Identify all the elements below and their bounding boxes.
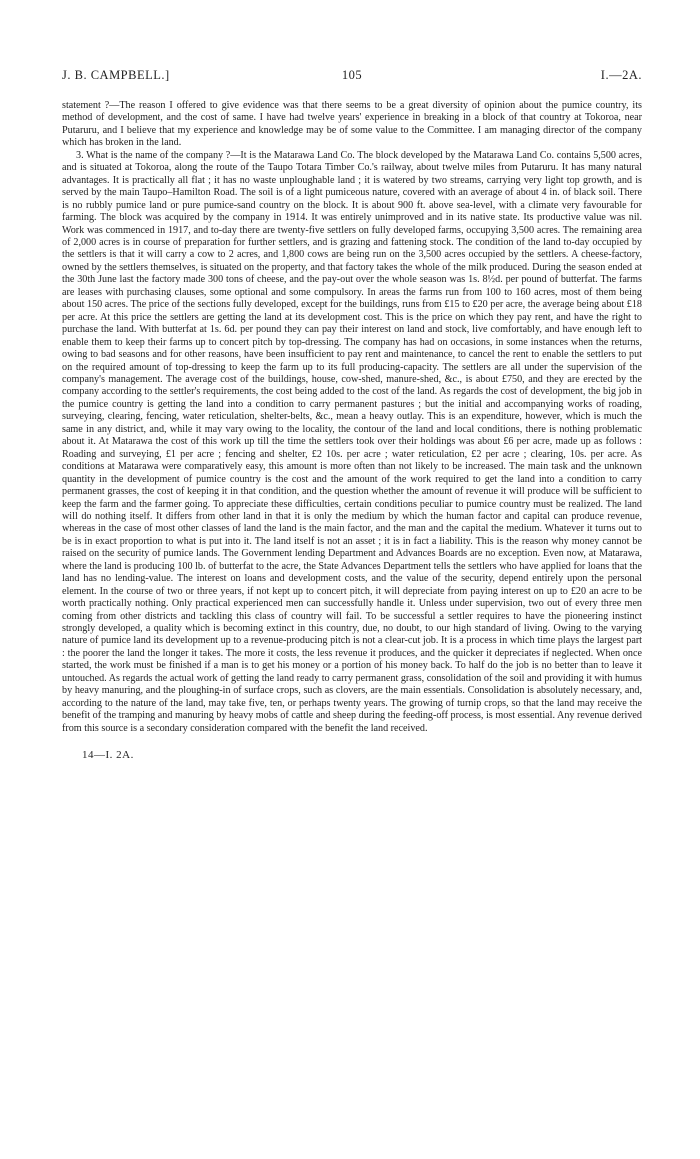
- page-header: [62, 68, 642, 88]
- paragraph-question-3: 3. What is the name of the company ?—It is the Matarawa Land Co. The block developed by the Matarawa Land Co. contains 5,500 acres, and is situated at Tokoroa, along the route of the Taupo Totara Timber Co.'s railway, about twelve miles from Putaruru. It has many natural advantages. It is practically all flat ; it has no waste unploughable land ; it is watered by two streams, carrying very light top growth, and is served by the main Taupo–Hamilton Road. The soil is of a light pumiceous nature, covered with an average of about 4 in. of black soil. There is no rubbly pumice land or pure pumice-sand country on the block. It is about 900 ft. above sea-level, with a climate very favourable for farming. The block was acquired by the company in 1914. It was entirely unimproved and in its native state. Its productive value was nil. Work was commenced in 1917, and to-day there are twenty-five settlers on fully developed farms, occupying 3,500 acres. The remaining area of 2,000 acres is in course of preparation for further settlers, and is grazing and fattening stock. The condition of the land to-day occupied by the settlers is that it will carry a cow to 2 acres, and 1,800 cows are being run on the 3,500 acres occupied by the settlers. A cheese-factory, owned by the settlers themselves, is situated on the property, and that factory takes the whole of the milk produced. During the season ended at the 30th June last the factory made 300 tons of cheese, and the pay-out over the whole season was 1s. 8½d. per pound of butterfat. The farms are leases with purchasing clauses, some optional and some compulsory. In areas the farms run from 100 to 160 acres, most of them being about 150 acres. The price of the sections fully developed, except for the buildings, runs from £15 to £20 per acre, the average being about £18 per acre. At this price the settlers are getting the land at its development cost. This is the price on which they pay rent, and have the right to purchase the land. With butterfat at 1s. 6d. per pound they can pay their interest on land and stock, live comfortably, and have enough left to enable them to keep their farms up to concert pitch by top-dressing. The company has had on occasions, in some instances when the returns, owing to bad seasons and for other reasons, have been insufficient to pay rent and maintenance, to cancel the rent to enable the settlers to put on the required amount of top-dressing to keep the farm up to its full producing-capacity. The settlers are all under the supervision of the company's management. The average cost of the buildings, house, cow-shed, manure-shed, &c., is about £750, and they are erected by the company according to the settler's requirements, the cost being added to the cost of the land. As regards the cost of development, the big job in the pumice country is getting the land into a condition to carry permanent pastures ; but the initial and accompanying works of roading, surveying, clearing, fencing, water reticulation, shelter-belts, &c., mean a heavy outlay. This is an expenditure, however, which is much the same in any district, and, while it may vary owing to the locality, the contour of the land and local conditions, there is nothing problematic about it. At Matarawa the cost of this work up till the time the settlers took over their holdings was about £6 per acre, made up as follows : Roading and surveying, £1 per acre ; fencing and shelter, £2 10s. per acre ; water reticulation, £2 per acre ; clearing, 10s. per acre. As conditions at Matarawa were comparatively easy, this amount is more often than not likely to be increased. The main task and the unknown quantity in the development of pumice country is the cost and the amount of the work required to get the land into a condition to carry permanent grasses, the cost of keeping it in that condition, and the question whether the amount of revenue it will produce will be sufficient to keep the farm and the farmer going. To appreciate these difficulties, certain conditions peculiar to pumice country must be realized. The land will do nothing itself. It differs from other land in that it is only the medium by which the human factor and capital can produce revenue, whereas in the case of most other classes of land the land is the main factor, and the man and the capital the medium. Whatever it turns out to be is in exact proportion to what is put into it. The land itself is not an asset ; it is in fact a liability. This is the reason why money cannot be raised on the security of pumice lands. The Government lending Department and Advances Boards are no exception. Even now, at Matarawa, where the land is producing 100 lb. of butterfat to the acre, the State Advances Department tells the settlers who have applied for loans that the land has no lending-value. The interest on loans and development costs, and the value of the security, depend entirely upon the personal element. In the course of two or three years, if not kept up to concert pitch, it will depreciate from paying interest on up to £20 an acre to be worth practically nothing. Only practical experienced men can successfully handle it. Unless under supervision, two out of every three men coming from other districts and tackling this class of country will fail. To be successful a settler requires to have the pioneering instinct strongly developed, a quality which is becoming extinct in this country, due, no doubt, to our high standard of living. Owing to the varying nature of pumice land its development up to a revenue-producing pitch is not a clear-cut job. It is a process in which time plays the largest part : the poorer the land the longer it takes. The more it costs, the less revenue it produces, and the quicker it depreciates if neglected. When once started, the work must be finished if a man is to get his money or a portion of his money back. To half do the job is no better than to leave it untouched. As regards the actual work of getting the land ready to carry permanent grass, consolidation of the soil and providing it with humus by heavy manuring, and the ploughing-in of surface crops, such as clovers, are the main essentials. Consolidation is absolutely necessary, and, according to the nature of the land, may take five, ten, or perhaps twenty years. The growing of turnip crops, so that the land may receive the benefit of the tramping and manuring by heavy mobs of cattle and sheep during the feeding-off process, is most essential. Any revenue derived from this source is a secondary consideration compared with the benefit the land received.: [62, 149, 642, 734]
- page-number: 105: [341, 68, 363, 82]
- document-body: [62, 100, 642, 735]
- document-page: [62, 68, 642, 761]
- paragraph-statement: statement ?—The reason I offered to give evidence was that there seems to be a great diversity of opinion about the pumice country, its method of development, and the cost of same. I have had twelve years' experience in breaking in a block of that country at Tokoroa, near Putaruru, and I believe that my experience and knowledge may be of some value to the Committee. I am managing director of the company which has broken in the land.: [62, 100, 642, 149]
- document-reference: I.—2A.: [600, 68, 642, 82]
- printer-signature: 14—I. 2A.: [82, 749, 134, 762]
- header-witness-name: J. B. CAMPBELL.]: [62, 68, 170, 82]
